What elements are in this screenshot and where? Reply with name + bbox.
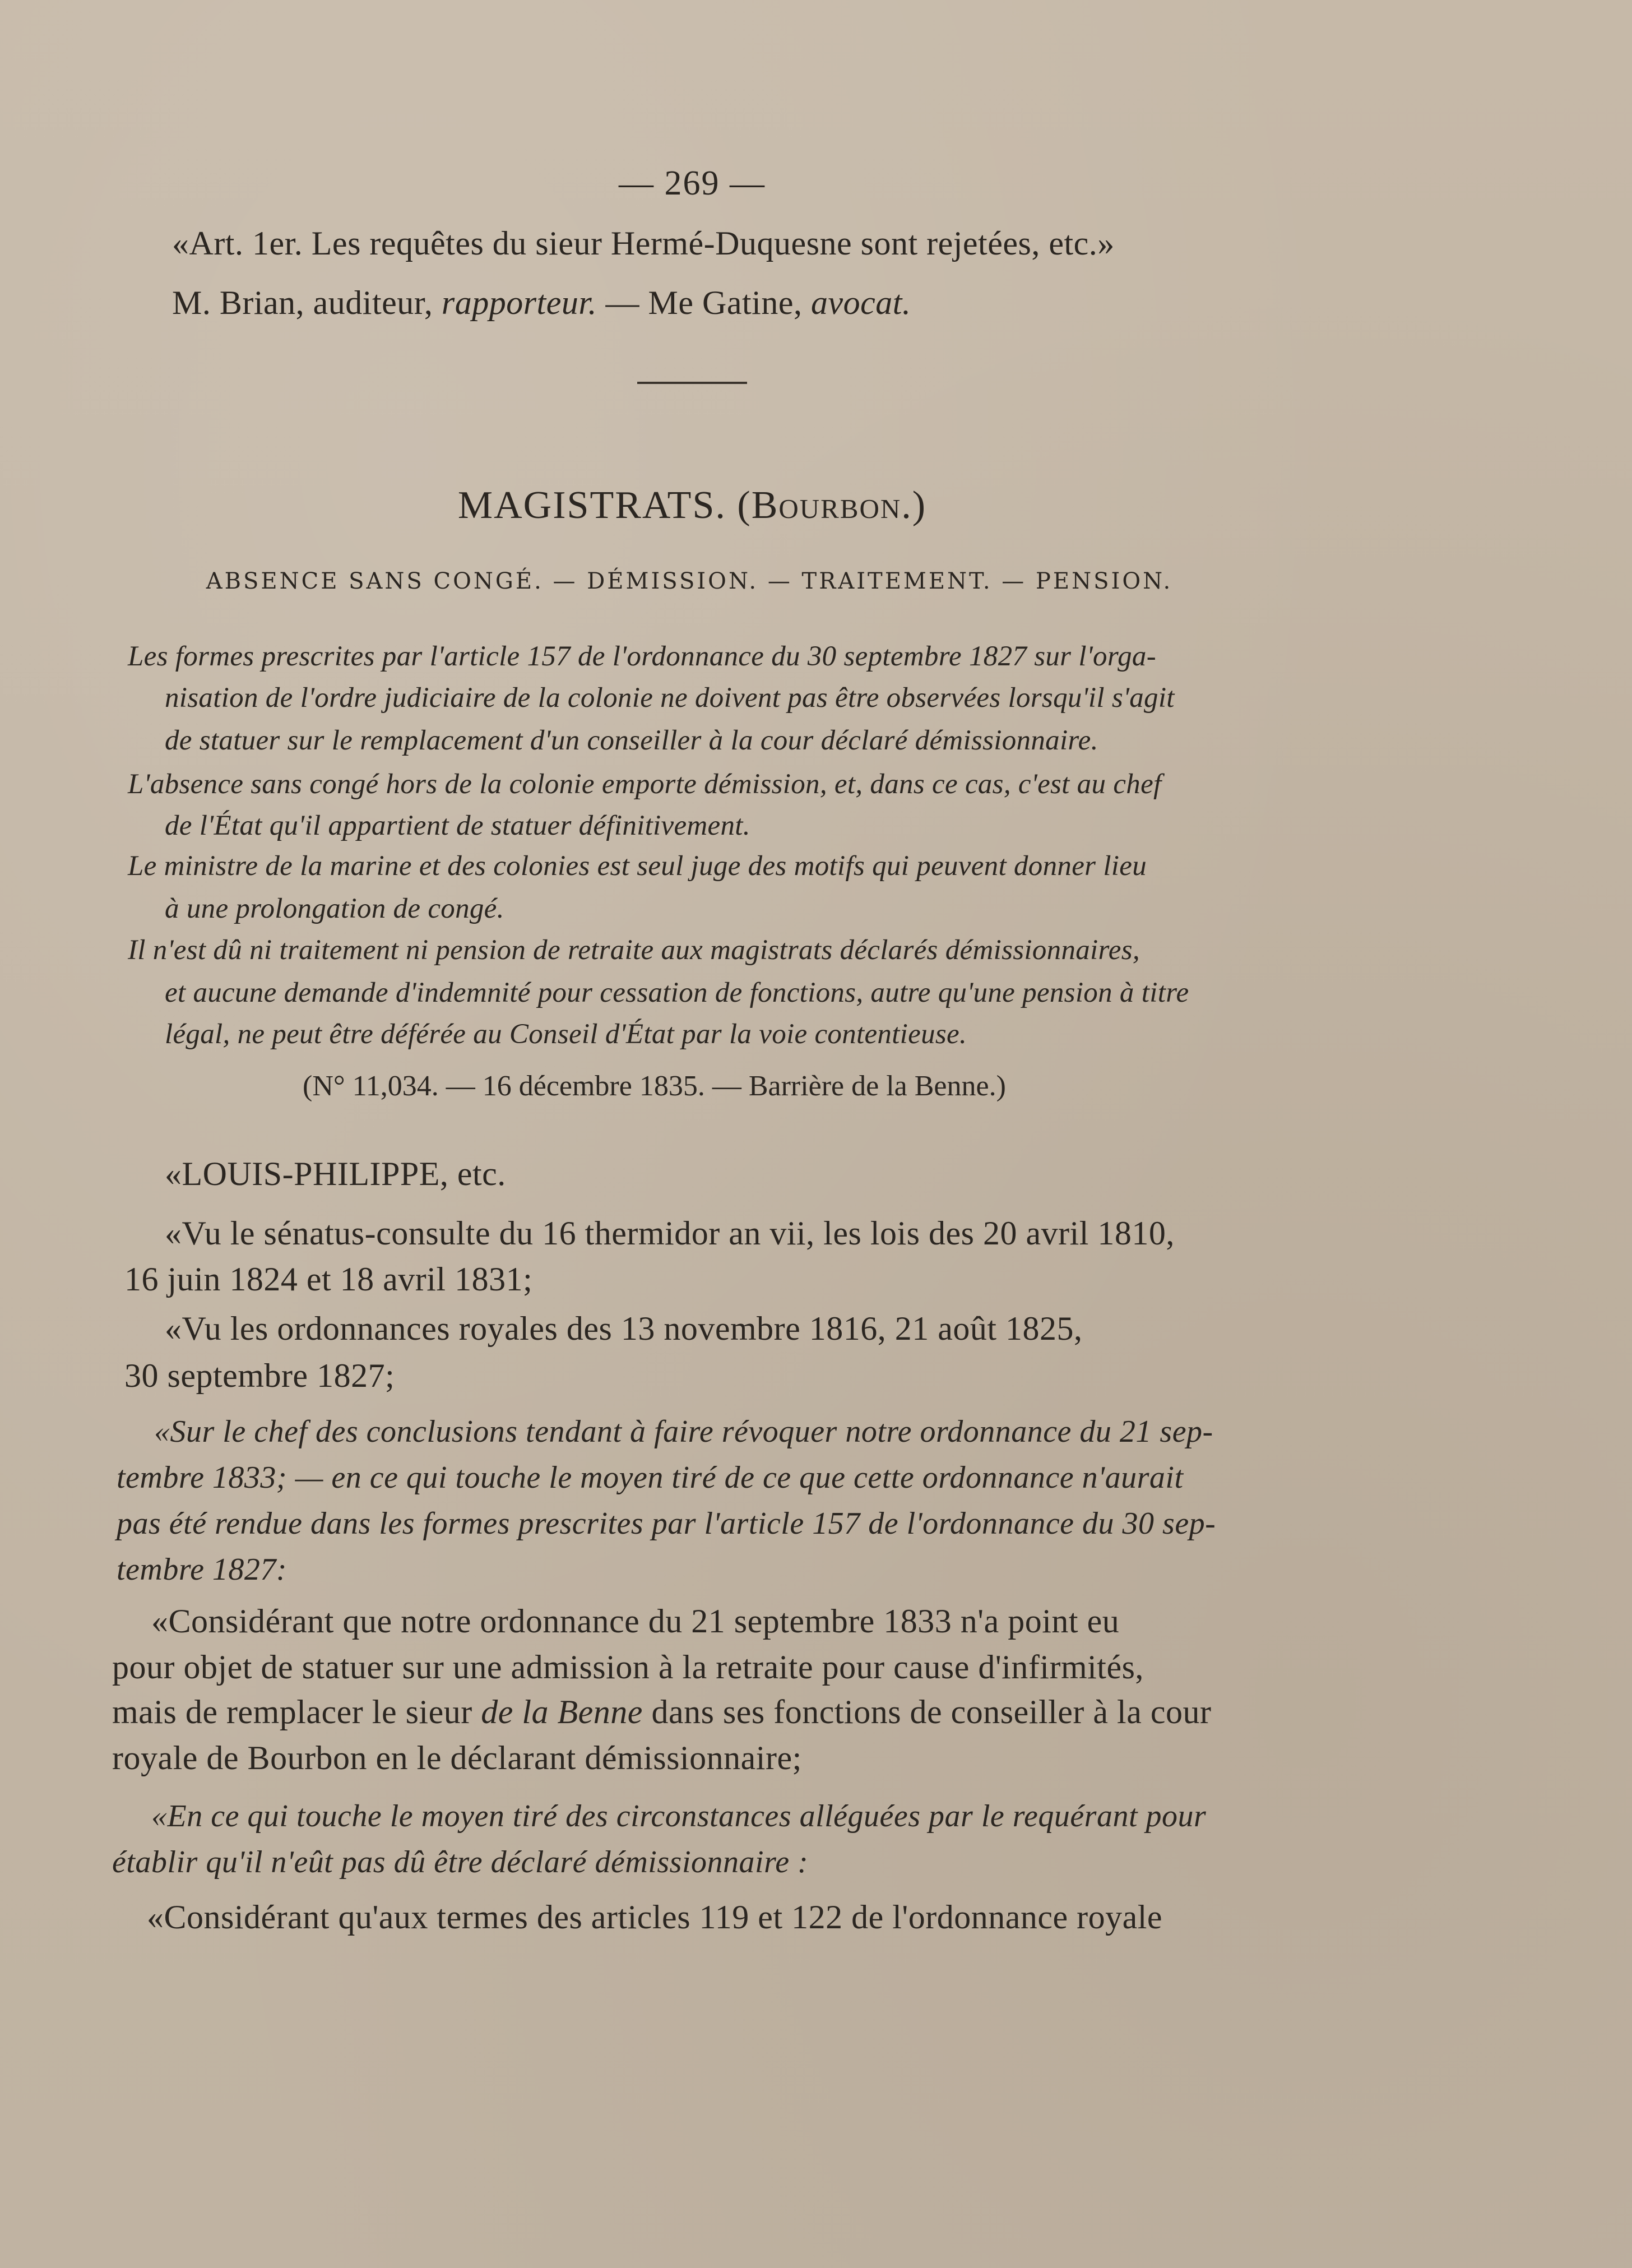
rapporteur-name: M. Brian, auditeur, (172, 284, 433, 321)
case-keywords: ABSENCE SANS CONGÉ. — DÉMISSION. — TRAITEMENT. — PENSION. (206, 568, 1173, 594)
rapporteur-role: rapporteur. (441, 284, 597, 321)
chef-line: tembre 1827: (117, 1552, 288, 1587)
page-number: — 269 — (619, 164, 766, 202)
summary-line: et aucune demande d'indemnité pour cessation de fonctions, autre qu'une pension à titre (165, 977, 1189, 1008)
summary-line: Les formes prescrites par l'article 157 de l'ordonnance du 30 septembre 1827 sur l'orga- (128, 641, 1156, 672)
vu-line: 16 juin 1824 et 18 avril 1831; (124, 1261, 533, 1298)
considerant-line (112, 1693, 1211, 1732)
article-text: Les requêtes du sieur Hermé-Duquesne sont rejetées, etc.» (311, 225, 1115, 262)
considerant-line: royale de Bourbon en le déclarant démissionnaire; (112, 1739, 802, 1776)
person-name: de la Benne (481, 1693, 643, 1730)
vu-line: «Vu le sénatus-consulte du 16 thermidor an vii, les lois des 20 avril 1810, (165, 1215, 1175, 1252)
section-divider (637, 382, 747, 384)
summary-line: Il n'est dû ni traitement ni pension de retraite aux magistrats déclarés démissionnaires, (128, 934, 1140, 966)
moyen-line: établir qu'il n'eût pas dû être déclaré démissionnaire : (112, 1845, 809, 1880)
moyen-line: «En ce qui touche le moyen tiré des circonstances alléguées par le requérant pour (151, 1799, 1207, 1834)
case-title-main: MAGISTRATS. (457, 484, 726, 527)
considerant-text: dans ses fonctions de conseiller à la cour (651, 1693, 1212, 1730)
considerant-line: pour objet de statuer sur une admission à la retraite pour cause d'infirmités, (112, 1649, 1144, 1686)
considerant-line: «Considérant qu'aux termes des articles 119 et 122 de l'ordonnance royale (147, 1899, 1163, 1936)
king-line: «LOUIS-PHILIPPE, etc. (165, 1155, 506, 1192)
case-reference: (N° 11,034. — 16 décembre 1835. — Barrière de la Benne.) (303, 1070, 1006, 1102)
article-label: «Art. 1er. (172, 225, 303, 262)
chef-line: «Sur le chef des conclusions tendant à faire révoquer notre ordonnance du 21 sep- (154, 1414, 1213, 1449)
summary-line: nisation de l'ordre judiciaire de la colonie ne doivent pas être observées lorsqu'il s'agit (165, 682, 1175, 714)
credits-line (172, 284, 911, 322)
vu-line: 30 septembre 1827; (124, 1357, 395, 1394)
chef-line: tembre 1833; — en ce qui touche le moyen tiré de ce que cette ordonnance n'aurait (117, 1460, 1184, 1495)
case-title (0, 483, 1384, 528)
avocat-name: — Me Gatine, (605, 284, 803, 321)
summary-line: L'absence sans congé hors de la colonie emporte démission, et, dans ce cas, c'est au chef (128, 769, 1162, 800)
vu-line: «Vu les ordonnances royales des 13 novembre 1816, 21 août 1825, (165, 1310, 1083, 1347)
summary-line: de statuer sur le remplacement d'un conseiller à la cour déclaré démissionnaire. (165, 725, 1098, 756)
previous-article-line (172, 224, 1115, 263)
chef-line: pas été rendue dans les formes prescrites par l'article 157 de l'ordonnance du 30 sep- (117, 1506, 1216, 1541)
considerant-text: mais de remplacer le sieur (112, 1693, 472, 1730)
considerant-line: «Considérant que notre ordonnance du 21 septembre 1833 n'a point eu (151, 1603, 1120, 1640)
summary-line: légal, ne peut être déférée au Conseil d'État par la voie contentieuse. (165, 1019, 967, 1050)
case-title-colony: (Bourbon.) (737, 484, 927, 527)
avocat-role: avocat. (810, 284, 911, 321)
summary-line: de l'État qu'il appartient de statuer définitivement. (165, 810, 750, 841)
summary-line: Le ministre de la marine et des colonies est seul juge des motifs qui peuvent donner lieu (128, 850, 1147, 882)
summary-line: à une prolongation de congé. (165, 893, 504, 924)
